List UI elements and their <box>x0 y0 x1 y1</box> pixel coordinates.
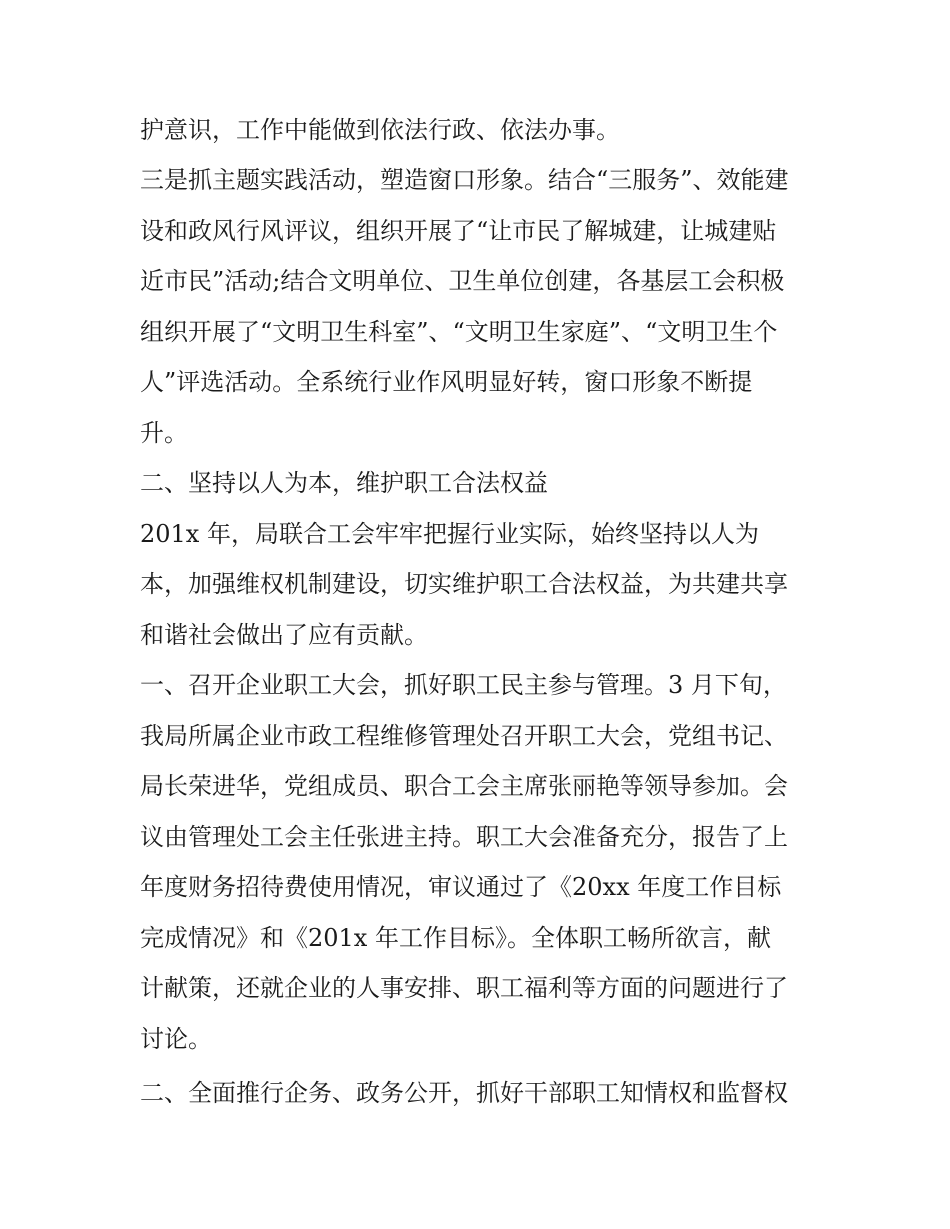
text-line: 讨论。 <box>140 1025 212 1053</box>
text-line: 计献策，还就企业的人事安排、职工福利等方面的问题进行了 <box>140 974 788 1002</box>
text-line: 201x 年，局联合工会牢牢把握行业实际，始终坚持以人为 <box>140 520 759 548</box>
text-line: 二、全面推行企务、政务公开，抓好干部职工知情权和监督权 <box>140 1079 788 1107</box>
text-line: 和谐社会做出了应有贡献。 <box>140 621 428 649</box>
text-line: 年度财务招待费使用情况，审议通过了《20xx 年度工作目标 <box>140 873 782 901</box>
text-line: 组织开展了“文明卫生科室”、“文明卫生家庭”、“文明卫生个 <box>140 318 778 346</box>
text-line: 本，加强维权机制建设，切实维护职工合法权益，为共建共享 <box>140 570 788 598</box>
text-line: 我局所属企业市政工程维修管理处召开职工大会，党组书记、 <box>140 722 788 750</box>
text-line: 局长荣进华，党组成员、职合工会主席张丽艳等领导参加。会 <box>140 772 788 800</box>
text-line: 三是抓主题实践活动，塑造窗口形象。结合“三服务”、效能建 <box>140 166 789 194</box>
text-line: 近市民”活动;结合文明单位、卫生单位创建，各基层工会积极 <box>140 267 785 295</box>
text-line: 人”评选活动。全系统行业作风明显好转，窗口形象不断提 <box>140 368 753 396</box>
text-line: 设和政风行风评议，组织开展了“让市民了解城建，让城建贴 <box>140 217 777 245</box>
text-line: 一、召开企业职工大会，抓好职工民主参与管理。3 月下旬， <box>140 671 787 699</box>
text-line: 议由管理处工会主任张进主持。职工大会准备充分，报告了上 <box>140 823 788 851</box>
text-line: 完成情况》和《201x 年工作目标》。全体职工畅所欲言，献 <box>140 924 771 952</box>
text-line: 升。 <box>140 419 188 447</box>
text-line: 护意识，工作中能做到依法行政、依法办事。 <box>140 116 620 144</box>
section-heading: 二、坚持以人为本，维护职工合法权益 <box>140 469 548 497</box>
